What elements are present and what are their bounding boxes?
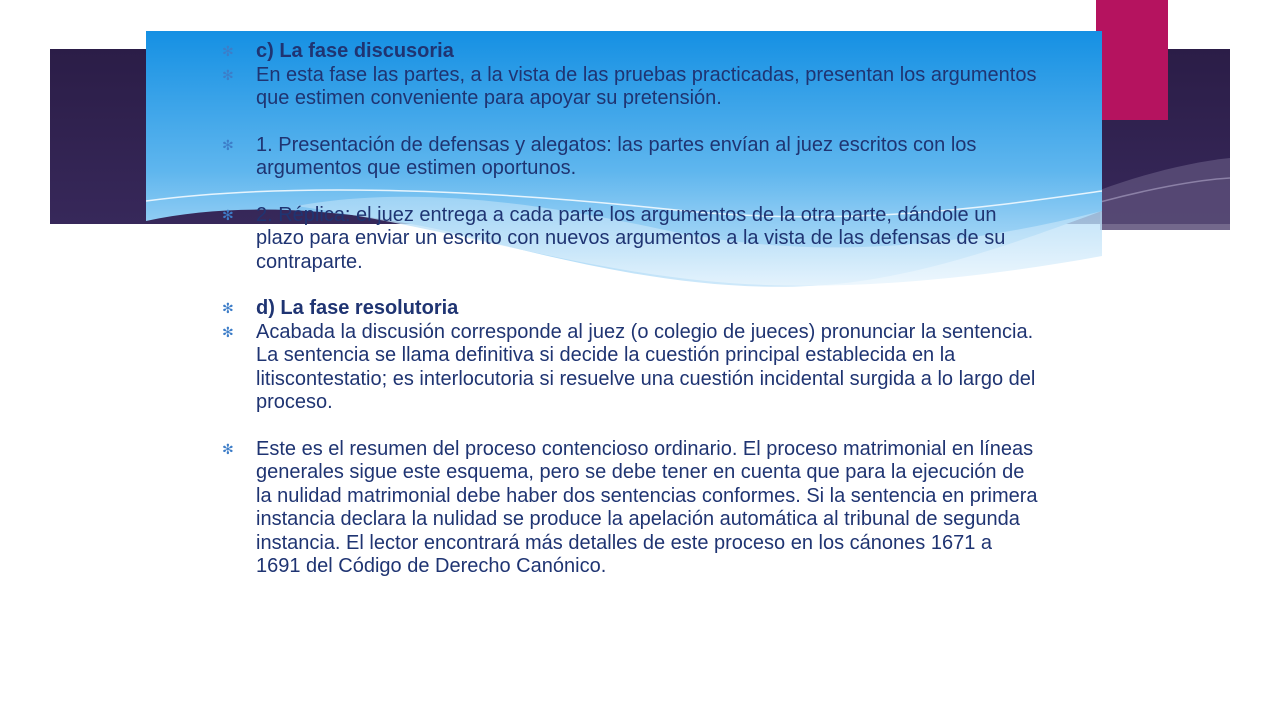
list-item — [222, 40, 1042, 64]
list-item — [222, 204, 1042, 275]
magenta-accent-tab — [1096, 0, 1168, 120]
bullet-list — [222, 40, 1042, 579]
bullet-icon: ✻ — [222, 136, 234, 153]
section-heading: c) La fase discusoria — [256, 40, 454, 62]
list-item — [222, 134, 1042, 181]
bullet-icon: ✻ — [222, 66, 234, 83]
section-heading: d) La fase resolutoria — [256, 297, 459, 319]
list-item-text: 1. Presentación de defensas y alegatos: las partes envían al juez escritos con los argumentos que estimen oportunos. — [256, 133, 977, 179]
dark-band-wave — [1100, 150, 1230, 230]
list-item — [222, 297, 1042, 321]
list-item — [222, 321, 1042, 415]
list-item-text: 2. Réplica: el juez entrega a cada parte los argumentos de la otra parte, dándole un plazo para enviar un escrito con nuevos argumentos a la vista de las defensas de su contraparte. — [256, 203, 1006, 273]
list-item — [222, 64, 1042, 111]
bullet-icon: ✻ — [222, 323, 234, 340]
bullet-icon: ✻ — [222, 43, 234, 59]
list-item — [222, 438, 1042, 579]
bullet-icon: ✻ — [222, 206, 234, 223]
slide-body — [222, 40, 1042, 579]
list-item-text: Este es el resumen del proceso contencioso ordinario. El proceso matrimonial en líneas generales sigue este esquema, pero se debe tener en cuenta que para la ejecución de la nulidad matrimonial debe haber dos sentencias conformes. Si la sentencia en primera instancia declara la nulidad se produce la apelación automática al tribunal de segunda instancia. El lector encontrará más detalles de este proceso en los cánones 1671 a 1691 del Código de Derecho Canónico. — [256, 437, 1038, 577]
list-item-text: Acabada la discusión corresponde al juez (o colegio de jueces) pronunciar la sentencia. La sentencia se llama definitiva si decide la cuestión principal establecida en la litiscontestatio; es interlocutoria si resuelve una cuestión incidental surgida a lo largo del proceso. — [256, 320, 1036, 413]
list-item-text: En esta fase las partes, a la vista de las pruebas practicadas, presentan los argumentos que estimen conveniente para apoyar su pretensión. — [256, 63, 1037, 109]
bullet-icon: ✻ — [222, 300, 234, 316]
bullet-icon: ✻ — [222, 440, 234, 457]
